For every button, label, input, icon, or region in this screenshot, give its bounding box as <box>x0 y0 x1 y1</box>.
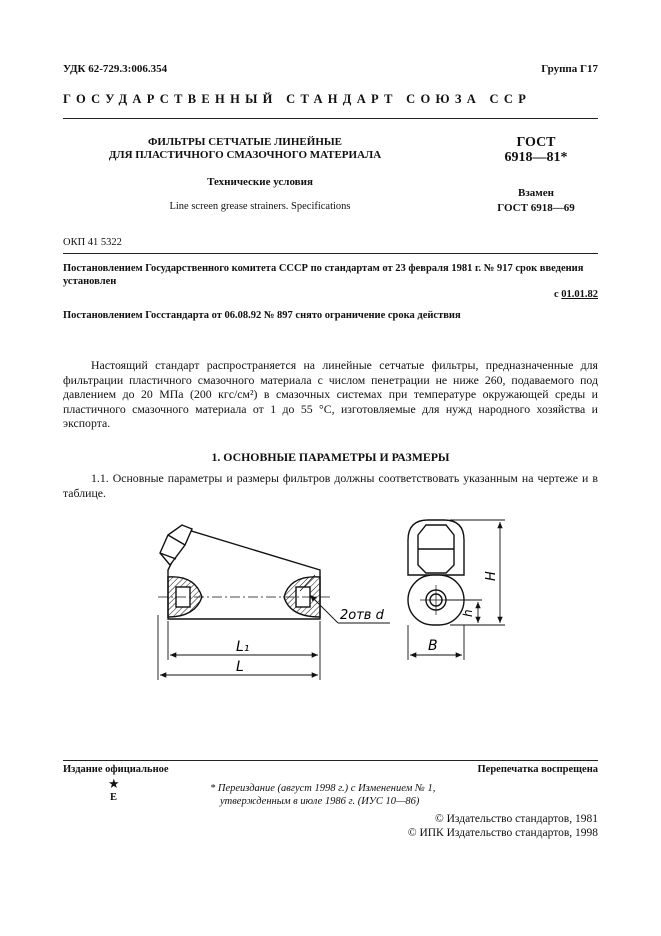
title-line-1: ФИЛЬТРЫ СЕТЧАТЫЕ ЛИНЕЙНЫЕ <box>147 136 343 148</box>
label-h: h <box>461 609 475 617</box>
front-view <box>408 520 464 625</box>
side-view <box>158 525 332 619</box>
effective-date <box>554 289 598 300</box>
replaces-label: Взамен <box>518 187 554 199</box>
group-code: Группа Г17 <box>541 63 598 75</box>
document-subtitle: Технические условия <box>207 176 313 188</box>
okp-code: ОКП 41 5322 <box>63 237 122 248</box>
clause-1-1: 1.1. Основные параметры и размеры фильтров должны соответствовать указанным на чертеже и в таблице. <box>63 471 598 500</box>
effective-prefix: с <box>553 289 559 300</box>
state-standard-heading: ГОСУДАРСТВЕННЫЙ СТАНДАРТ СОЮЗА ССР <box>63 92 532 106</box>
copyright-1998: © ИПК Издательство стандартов, 1998 <box>407 827 598 839</box>
section-1-title: 1. ОСНОВНЫЕ ПАРАМЕТРЫ И РАЗМЕРЫ <box>211 450 450 464</box>
label-B: B <box>428 638 438 654</box>
decree-introduction: Постановлением Государственного комитета СССР по стандартам от 23 февраля 1981 г. № 917 срок введения установлен <box>63 263 584 287</box>
decree-amendment: Постановлением Госстандарта от 06.08.92 № 897 снято ограничение срока действия <box>63 310 461 321</box>
intro-paragraph: Настоящий стандарт распространяется на линейные сетчатые фильтры, предназначенные для фильтрации пластичного смазочного материала с числом пенетрации не ниже 260, подаваемого под давлением до 20 МПа (200 кгс/см²) в смазочных системах при температуре окружающей среды и пластичного смазочного материала от 1 до 55 °С, изготовляемые для нужд народного хозяйства и экспорта. <box>63 358 598 431</box>
replaces-block <box>476 186 596 216</box>
star-icon: ★ <box>108 776 120 791</box>
gost-number: 6918—81* <box>504 150 568 165</box>
note-line-2: утвержденным в июле 1986 г. (ИУС 10—86) <box>220 795 420 807</box>
okp-rule <box>63 253 598 254</box>
note-line-1: * Переиздание (август 1998 г.) с Изменением № 1, <box>210 783 436 794</box>
copyright-1981: © Издательство стандартов, 1981 <box>434 813 598 825</box>
footer-rule <box>63 760 598 761</box>
header-rule <box>63 118 598 119</box>
effective-date-value: 01.01.82 <box>561 289 598 300</box>
label-H: H <box>484 571 499 581</box>
reissue-note <box>210 783 435 808</box>
label-L1: L₁ <box>236 639 250 655</box>
replaces-number: ГОСТ 6918—69 <box>497 202 575 214</box>
title-line-2: ДЛЯ ПЛАСТИЧНОГО СМАЗОЧНОГО МАТЕРИАЛА <box>108 149 382 161</box>
english-title: Line screen grease strainers. Specifications <box>169 201 351 212</box>
label-L: L <box>236 659 244 675</box>
letter-e: Е <box>110 792 118 803</box>
reprint-prohibited: Перепечатка воспрещена <box>477 764 598 775</box>
official-edition: Издание официальное <box>63 764 169 775</box>
document-title <box>90 136 400 162</box>
gost-designation <box>476 135 596 165</box>
gost-label: ГОСТ <box>516 135 556 150</box>
filter-drawing <box>150 515 499 690</box>
holes-label: 2отв d <box>340 608 384 623</box>
udk-code: УДК 62-729.3:006.354 <box>63 63 168 75</box>
